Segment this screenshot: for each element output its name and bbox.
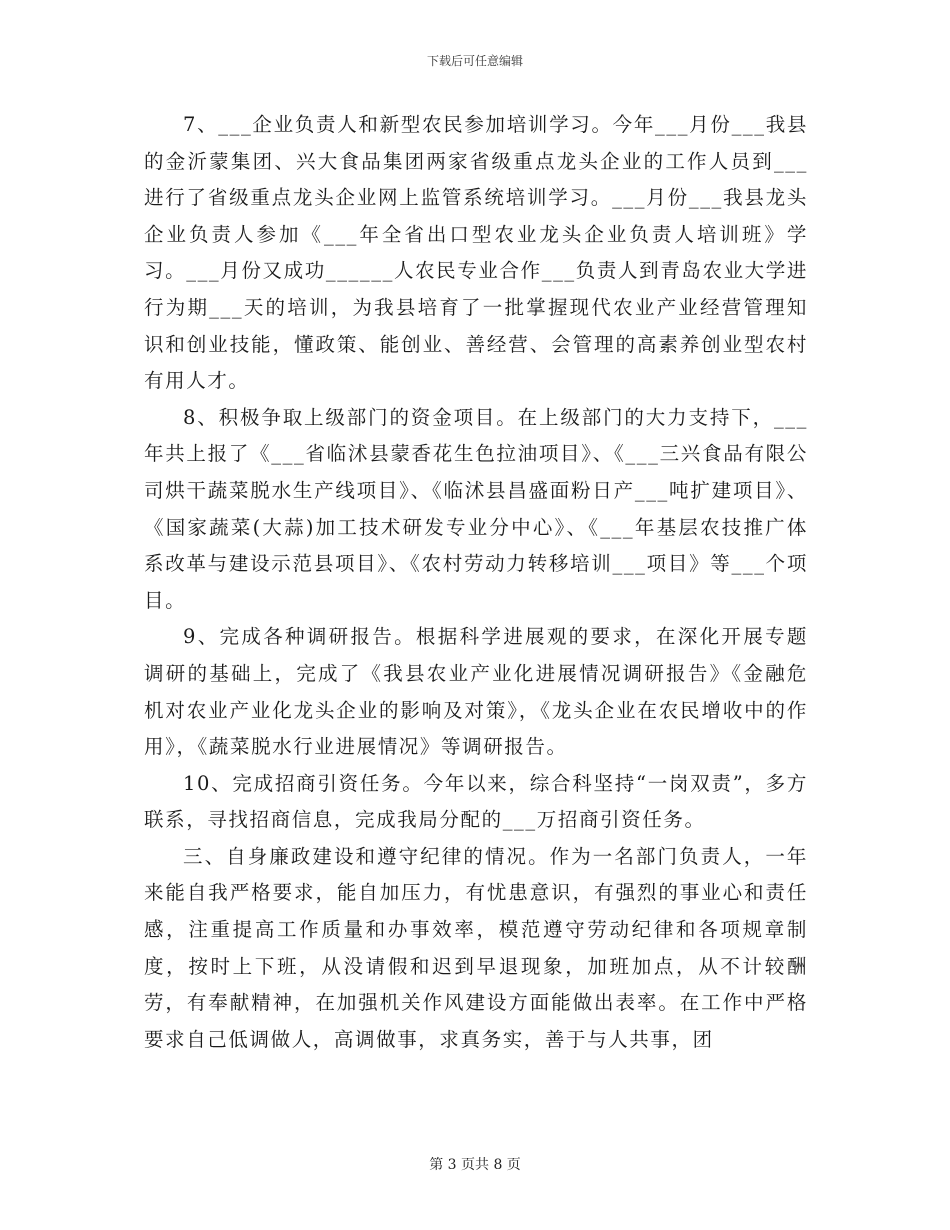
paragraph-item-9: 9、完成各种调研报告。根据科学进展观的要求，在深化开展专题调研的基础上，完成了《我县农业产业化进展情况调研报告》《金融危机对农业产业化龙头企业的影响及对策》，《龙头企业在农民增收中的作用》，《蔬菜脱水行业进展情况》等调研报告。: [144, 625, 808, 759]
page-header: 下载后可任意编辑: [426, 54, 523, 68]
paragraph-item-7: 7、___企业负责人和新型农民参加培训学习。今年___月份___我县的金沂蒙集团、兴大食品集团两家省级重点龙头企业的工作人员到___进行了省级重点龙头企业网上监管系统培训学习。___月份___我县龙头企业负责人参加《___年全省出口型农业龙头企业负责人培训班》学习。___月份又成功______人农民专业合作___负责人到青岛农业大学进行为期___天的培训，为我县培育了一批掌握现代农业产业经营管理知识和创业技能，懂政策、能创业、善经营、会管理的高素养创业型农村有用人才。: [144, 113, 808, 393]
page-footer: 第 3 页共 8 页: [429, 1157, 521, 1173]
paragraph-section-3: 三、自身廉政建设和遵守纪律的情况。作为一名部门负责人，一年来能自我严格要求，能自加压力，有忧患意识，有强烈的事业心和责任感，注重提高工作质量和办事效率，模范遵守劳动纪律和各项规章制度，按时上下班，从没请假和迟到早退现象，加班加点，从不计较酬劳，有奉献精神，在加强机关作风建设方面能做出表率。在工作中严格要求自己低调做人，高调做事，求真务实，善于与人共事，团: [144, 844, 808, 1051]
document-body: [144, 107, 808, 1058]
paragraph-item-10: 10、完成招商引资任务。今年以来，综合科坚持“一岗双责”，多方联系，寻找招商信息，完成我局分配的___万招商引资任务。: [144, 771, 808, 832]
paragraph-item-8: 8、积极争取上级部门的资金项目。在上级部门的大力支持下，___年共上报了《___省临沭县蒙香花生色拉油项目》、《___三兴食品有限公司烘干蔬菜脱水生产线项目》、《临沭县昌盛面粉日产___吨扩建项目》、《国家蔬菜(大蒜)加工技术研发专业分中心》、《___年基层农技推广体系改革与建设示范县项目》、《农村劳动力转移培训___项目》等___个项目。: [144, 405, 808, 612]
